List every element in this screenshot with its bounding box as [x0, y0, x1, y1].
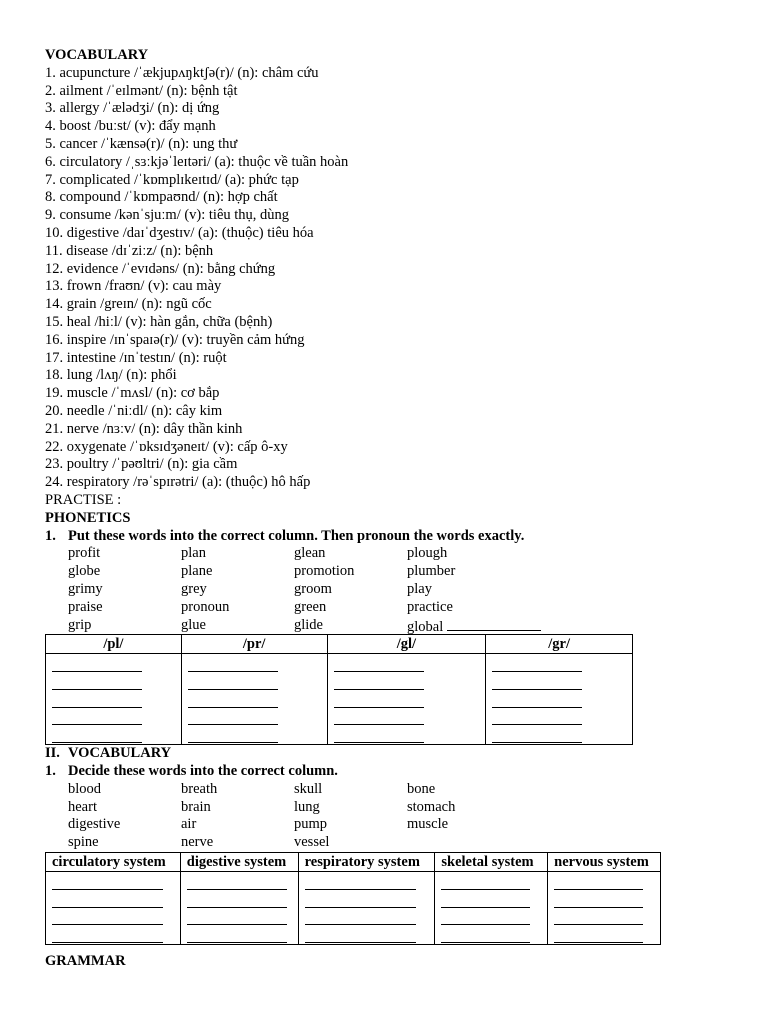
answer-blank[interactable]: [188, 672, 278, 690]
answer-blank[interactable]: [334, 690, 424, 708]
word-bank-item: [407, 617, 557, 635]
practise-label: PRACTISE :: [45, 491, 122, 508]
answer-cell: [46, 872, 181, 945]
vocabulary-item: 2. ailment /ˈeɪlmənt/ (n): bệnh tật: [45, 82, 238, 99]
word-bank-item: [407, 834, 557, 852]
word-bank-item: [68, 563, 181, 581]
answer-blank[interactable]: [52, 890, 163, 908]
word: breath: [181, 780, 218, 797]
section-2-heading: [45, 745, 745, 763]
body-systems-answer-table: [45, 852, 661, 945]
word-bank-item: [294, 617, 407, 635]
word-bank-item: [68, 799, 181, 817]
word: globe: [68, 563, 101, 580]
answer-blank[interactable]: [441, 908, 530, 926]
vocabulary-item: 17. intestine /ɪnˈtestɪn/ (n): ruột: [45, 349, 227, 366]
word: lung: [294, 798, 320, 815]
word: vessel: [294, 834, 330, 851]
word-bank-item: [294, 599, 407, 617]
answer-blank[interactable]: [305, 908, 416, 926]
word: green: [294, 598, 327, 615]
word-bank-item: [407, 816, 557, 834]
word-bank-item: [294, 799, 407, 817]
vocabulary-item: 6. circulatory /ˌsɜːkjəˈleɪtəri/ (a): thuộc về tuần hoàn: [45, 153, 349, 170]
answer-blank[interactable]: [52, 672, 142, 690]
exercise-1-number: 1.: [45, 527, 56, 544]
answer-blank[interactable]: [492, 672, 582, 690]
answer-cell: [46, 654, 182, 745]
answer-blank[interactable]: [305, 872, 416, 890]
column-header: /pr/: [181, 635, 327, 654]
exercise-1-instruction: Put these words into the correct column. Then pronoun the words exactly.: [68, 527, 525, 544]
grammar-title: GRAMMAR: [45, 953, 126, 970]
section-2-title: VOCABULARY: [68, 745, 172, 762]
word-bank-item: [68, 599, 181, 617]
answer-blank[interactable]: [188, 654, 278, 672]
answer-blank[interactable]: [492, 654, 582, 672]
word: pump: [294, 816, 328, 833]
answer-blank[interactable]: [334, 672, 424, 690]
vocabulary-item: 16. inspire /ɪnˈspaɪə(r)/ (v): truyền cảm hứng: [45, 331, 305, 348]
word: promotion: [294, 563, 355, 580]
exercise-1-heading: [45, 528, 745, 546]
column-header: digestive system: [180, 853, 298, 872]
word: pronoun: [181, 598, 230, 615]
vocabulary-list: [45, 65, 745, 492]
answer-blank[interactable]: [52, 908, 163, 926]
column-header: respiratory system: [298, 853, 435, 872]
word: praise: [68, 598, 103, 615]
word: plane: [181, 563, 213, 580]
word-bank-item: [181, 581, 294, 599]
column-header: circulatory system: [46, 853, 181, 872]
answer-blank[interactable]: [554, 890, 643, 908]
exercise-2-word-bank: [45, 781, 745, 852]
word-bank-item: [294, 834, 407, 852]
answer-cell: [327, 654, 486, 745]
word: grimy: [68, 580, 103, 597]
phonetics-answer-table: [45, 634, 633, 745]
vocabulary-item: 24. respiratory /rəˈspɪrətri/ (a): (thuộc) hô hấp: [45, 474, 311, 491]
vocabulary-item: 1. acupuncture /ˈækjupʌŋktʃə(r)/ (n): châm cứu: [45, 64, 319, 81]
vocabulary-item: 19. muscle /ˈmʌsl/ (n): cơ bắp: [45, 385, 220, 402]
answer-blank[interactable]: [187, 925, 287, 943]
vocabulary-item: 11. disease /dɪˈziːz/ (n): bệnh: [45, 242, 214, 259]
column-header: skeletal system: [435, 853, 548, 872]
word: muscle: [407, 816, 449, 833]
answer-blank[interactable]: [305, 925, 416, 943]
word-bank-item: [68, 834, 181, 852]
word: air: [181, 816, 197, 833]
word: glean: [294, 545, 326, 562]
answer-cell: [298, 872, 435, 945]
word: glue: [181, 616, 206, 633]
word-bank-item: [407, 599, 557, 617]
vocabulary-title: VOCABULARY: [45, 47, 149, 63]
word-bank-item: [68, 617, 181, 635]
exercise-2-number: 1.: [45, 763, 56, 780]
answer-blank[interactable]: [554, 908, 643, 926]
vocabulary-item: 8. compound /ˈkɒmpaʊnd/ (n): hợp chất: [45, 189, 278, 206]
answer-blank[interactable]: [441, 872, 530, 890]
word: skull: [294, 780, 323, 797]
exercise-2-heading: [45, 763, 745, 781]
answer-blank[interactable]: [554, 872, 643, 890]
answer-blank[interactable]: [188, 725, 278, 743]
answer-blank[interactable]: [52, 725, 142, 743]
word-bank-item: [294, 563, 407, 581]
answer-blank[interactable]: [441, 890, 530, 908]
word: practice: [407, 598, 453, 615]
word: grip: [68, 616, 92, 633]
exercise-1-word-bank: [45, 545, 745, 634]
answer-blank[interactable]: [492, 690, 582, 708]
vocabulary-item: 21. nerve /nɜːv/ (n): dây thần kinh: [45, 420, 243, 437]
word-bank-item: [181, 816, 294, 834]
answer-cell: [180, 872, 298, 945]
word: glide: [294, 616, 323, 633]
word: global: [407, 618, 444, 635]
answer-blank[interactable]: [188, 690, 278, 708]
word: plough: [407, 545, 448, 562]
phonetics-title: PHONETICS: [45, 509, 131, 526]
answer-blank[interactable]: [52, 872, 163, 890]
answer-blank[interactable]: [187, 908, 287, 926]
answer-blank[interactable]: [187, 890, 287, 908]
vocabulary-item: 5. cancer /ˈkænsə(r)/ (n): ung thư: [45, 135, 238, 152]
word-bank-item: [68, 545, 181, 563]
answer-blank[interactable]: [441, 925, 530, 943]
word: stomach: [407, 798, 456, 815]
word-bank-item: [294, 781, 407, 799]
word-bank-item: [407, 563, 557, 581]
word: play: [407, 580, 432, 597]
word-bank-item: [294, 545, 407, 563]
answer-cell: [548, 872, 661, 945]
answer-blank[interactable]: [52, 654, 142, 672]
word-bank-item: [294, 816, 407, 834]
vocabulary-item: 22. oxygenate /ˈɒksɪdʒəneɪt/ (v): cấp ô-xy: [45, 438, 288, 455]
word: bone: [407, 780, 436, 797]
word: profit: [68, 545, 101, 562]
answer-cell: [181, 654, 327, 745]
vocabulary-item: 3. allergy /ˈælədʒi/ (n): dị ứng: [45, 100, 220, 117]
word: heart: [68, 798, 97, 815]
column-header: nervous system: [548, 853, 661, 872]
column-header: /gl/: [327, 635, 486, 654]
word: plumber: [407, 563, 456, 580]
answer-blank[interactable]: [52, 925, 163, 943]
word-bank-item: [181, 545, 294, 563]
vocabulary-item: 13. frown /fraʊn/ (v): cau mày: [45, 278, 222, 295]
word-bank-item: [181, 563, 294, 581]
answer-blank[interactable]: [554, 925, 643, 943]
word-bank-item: [181, 781, 294, 799]
answer-blank[interactable]: [188, 708, 278, 726]
word-bank-item: [407, 781, 557, 799]
vocabulary-item: 9. consume /kənˈsjuːm/ (v): tiêu thụ, dùng: [45, 207, 290, 224]
vocabulary-item: 20. needle /ˈniːdl/ (n): cây kim: [45, 402, 223, 419]
word-bank-item: [181, 599, 294, 617]
answer-blank[interactable]: [187, 872, 287, 890]
exercise-2-instruction: Decide these words into the correct column.: [68, 763, 338, 780]
vocabulary-item: 23. poultry /ˈpəʊltri/ (n): gia cầm: [45, 456, 238, 473]
word-bank-item: [294, 581, 407, 599]
answer-blank[interactable]: [52, 690, 142, 708]
word: nerve: [181, 834, 214, 851]
word: grey: [181, 580, 207, 597]
answer-blank[interactable]: [447, 617, 541, 631]
answer-cell: [435, 872, 548, 945]
word-bank-item: [407, 545, 557, 563]
word: blood: [68, 780, 102, 797]
section-2-number: II.: [45, 745, 60, 762]
word: brain: [181, 798, 211, 815]
column-header: /pl/: [46, 635, 182, 654]
word-bank-item: [181, 834, 294, 852]
word: digestive: [68, 816, 121, 833]
answer-blank[interactable]: [305, 890, 416, 908]
word: plan: [181, 545, 206, 562]
vocabulary-item: 18. lung /lʌŋ/ (n): phổi: [45, 367, 177, 384]
word: groom: [294, 580, 332, 597]
vocabulary-item: 12. evidence /ˈevɪdəns/ (n): bằng chứng: [45, 260, 276, 277]
vocabulary-item: 10. digestive /daɪˈdʒestɪv/ (a): (thuộc) tiêu hóa: [45, 224, 314, 241]
answer-blank[interactable]: [492, 725, 582, 743]
word-bank-item: [407, 799, 557, 817]
word-bank-item: [181, 617, 294, 635]
word-bank-item: [407, 581, 557, 599]
vocabulary-item: 14. grain /greɪn/ (n): ngũ cốc: [45, 296, 212, 313]
answer-blank[interactable]: [492, 708, 582, 726]
vocabulary-item: 4. boost /buːst/ (v): đẩy mạnh: [45, 118, 216, 135]
word-bank-item: [68, 816, 181, 834]
word: spine: [68, 834, 99, 851]
word-bank-item: [68, 781, 181, 799]
answer-blank[interactable]: [334, 725, 424, 743]
word-bank-item: [181, 799, 294, 817]
answer-cell: [486, 654, 633, 745]
vocabulary-item: 7. complicated /ˈkɒmplɪkeɪtɪd/ (a): phức tạp: [45, 171, 299, 188]
answer-blank[interactable]: [334, 708, 424, 726]
worksheet: [45, 47, 745, 971]
vocabulary-item: 15. heal /hiːl/ (v): hàn gắn, chữa (bệnh): [45, 313, 273, 330]
word-bank-item: [68, 581, 181, 599]
answer-blank[interactable]: [334, 654, 424, 672]
column-header: /gr/: [486, 635, 633, 654]
answer-blank[interactable]: [52, 708, 142, 726]
